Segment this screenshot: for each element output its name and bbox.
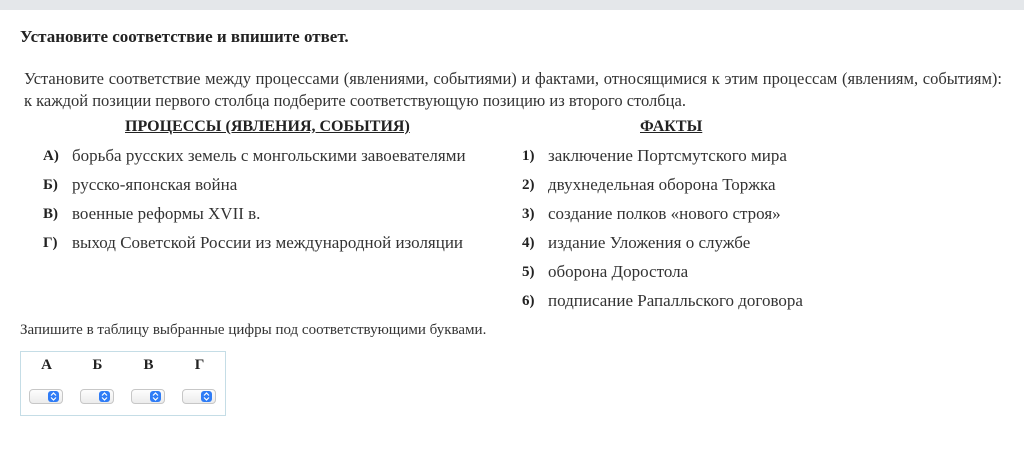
answer-cell-a [21, 352, 72, 415]
fact-marker: 5) [522, 264, 535, 280]
fact-marker: 1) [522, 148, 535, 164]
answer-cell-v [123, 352, 174, 415]
answer-letter: Г [194, 357, 205, 373]
select-arrows-icon [48, 391, 59, 402]
select-arrows-icon [150, 391, 161, 402]
answer-table [20, 351, 226, 416]
fact-marker: 2) [522, 177, 535, 193]
task-intro: Установите соответствие между процессами (явлениями, событиями) и фактами, относящимися к этим процессам (явлениям, событиям): к каждой позиции первого столбца подберите соответствующую позицию из второго столбца. [24, 69, 1002, 110]
fact-text: подписание Рапалльского договора [548, 291, 803, 310]
fact-text: двухнедельная оборона Торжка [548, 175, 776, 194]
answer-select-b[interactable] [80, 389, 114, 404]
top-bar [0, 0, 1024, 10]
process-text: выход Советской России из международной изоляции [72, 233, 464, 252]
fact-text: оборона Доростола [548, 262, 689, 281]
process-marker: В) [43, 206, 58, 222]
process-marker: Г) [43, 235, 58, 251]
answer-select-g[interactable] [182, 389, 216, 404]
fact-text: создание полков «нового строя» [548, 204, 781, 223]
fact-marker: 4) [522, 235, 535, 251]
answer-instruction: Запишите в таблицу выбранные цифры под соответствующими буквами. [20, 322, 487, 338]
answer-select-a[interactable] [29, 389, 63, 404]
task-title: Установите соответствие и впишите ответ. [20, 27, 349, 46]
fact-marker: 3) [522, 206, 535, 222]
facts-column-header: ФАКТЫ [640, 118, 703, 135]
select-arrows-icon [99, 391, 110, 402]
answer-cell-g [174, 352, 225, 415]
answer-cell-b [72, 352, 123, 415]
answer-letter: Б [92, 357, 103, 373]
process-marker: А) [43, 148, 59, 164]
process-text: борьба русских земель с монгольскими завоевателями [72, 146, 466, 165]
fact-text: заключение Портсмутского мира [548, 146, 787, 165]
answer-select-v[interactable] [131, 389, 165, 404]
answer-letter: А [41, 357, 52, 373]
fact-text: издание Уложения о службе [548, 233, 751, 252]
process-text: военные реформы XVII в. [72, 204, 261, 223]
process-marker: Б) [43, 177, 58, 193]
process-text: русско-японская война [72, 175, 238, 194]
fact-marker: 6) [522, 293, 535, 309]
processes-column-header: ПРОЦЕССЫ (ЯВЛЕНИЯ, СОБЫТИЯ) [125, 118, 410, 135]
select-arrows-icon [201, 391, 212, 402]
answer-letter: В [143, 357, 154, 373]
